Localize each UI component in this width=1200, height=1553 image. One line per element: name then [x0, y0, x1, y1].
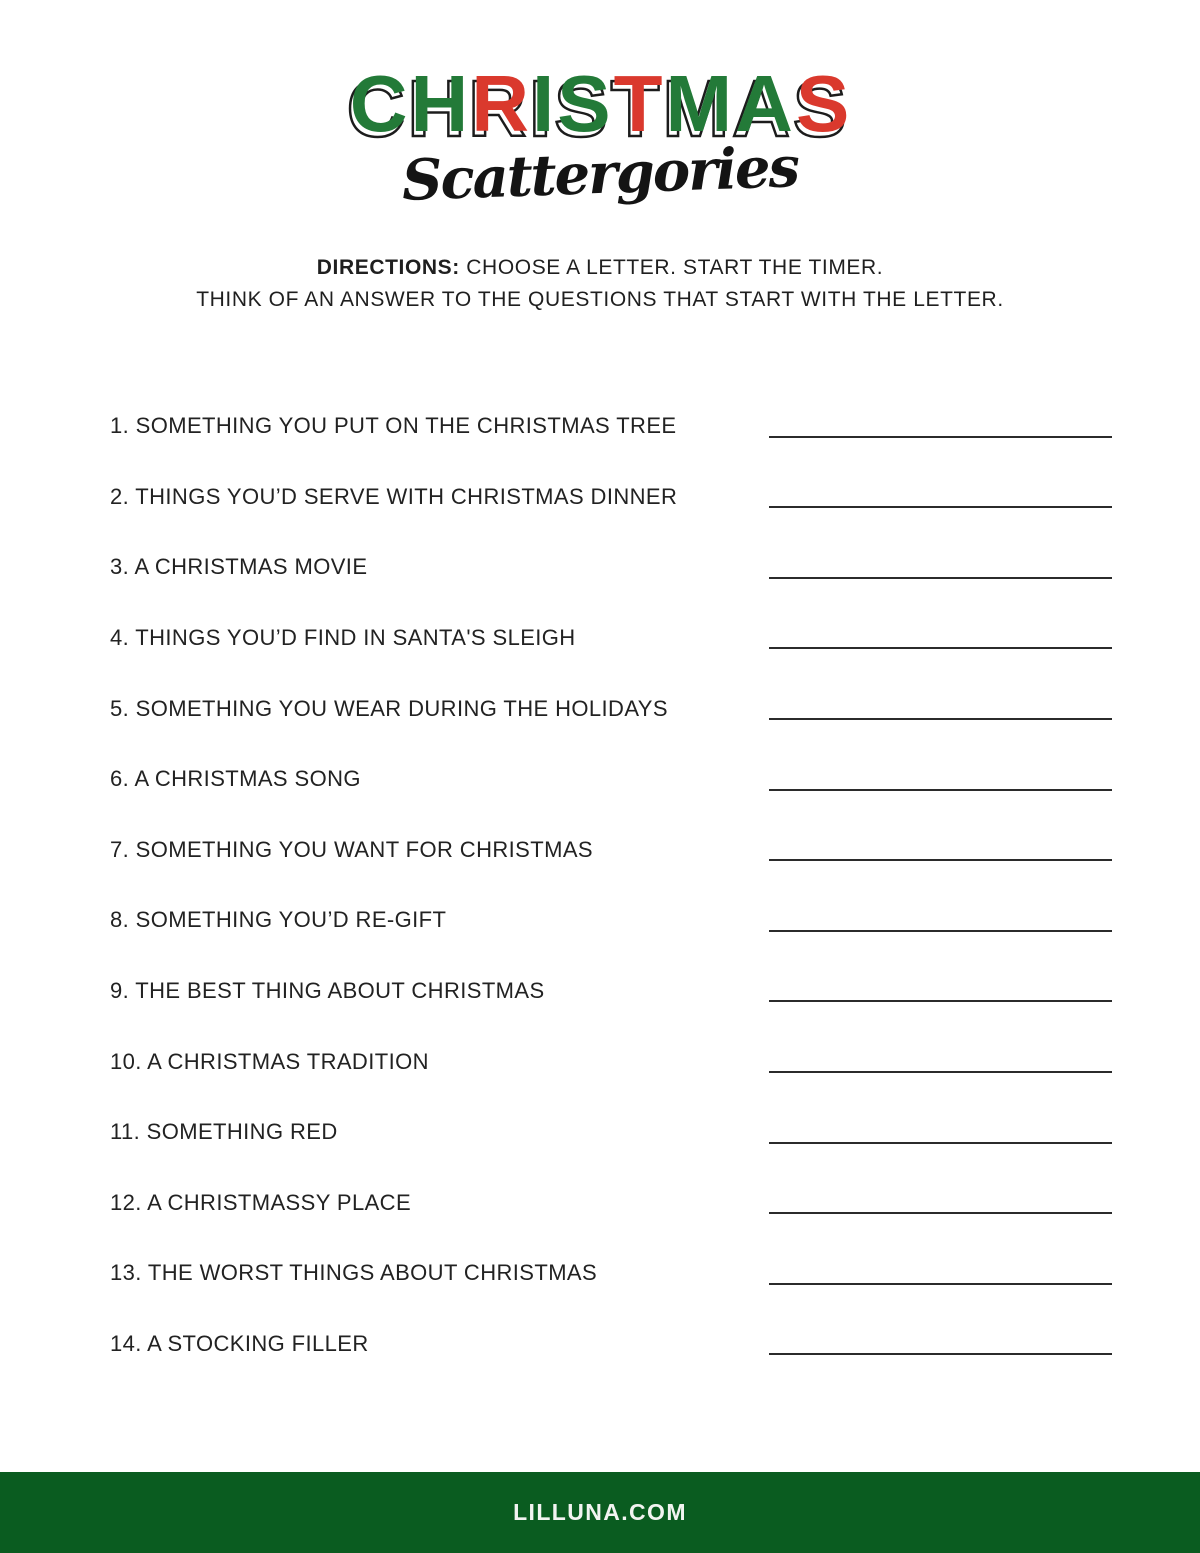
- question-text: 12. A CHRISTMASSY PLACE: [110, 1189, 412, 1215]
- directions-line1: [0, 252, 1200, 285]
- question-text: 8. SOMETHING YOU’D RE-GIFT: [110, 907, 447, 933]
- question-row: [110, 1074, 1112, 1145]
- question-text: 13. THE WORST THINGS ABOUT CHRISTMAS: [110, 1260, 598, 1286]
- question-row: [110, 1003, 1112, 1074]
- answer-line: [769, 577, 1112, 579]
- question-text: 6. A CHRISTMAS SONG: [110, 766, 361, 792]
- directions-line1-text: CHOOSE A LETTER. START THE TIMER.: [466, 255, 884, 279]
- title-letter-r: R R: [471, 64, 530, 144]
- question-row: [110, 721, 1112, 792]
- answer-line: [769, 1212, 1112, 1214]
- question-row: [110, 368, 1112, 439]
- header: [0, 0, 1200, 214]
- directions: [0, 252, 1200, 317]
- footer-site: LILLUNA.COM: [513, 1499, 687, 1525]
- question-row: [110, 1286, 1112, 1357]
- answer-line: [769, 1353, 1112, 1355]
- question-text: 3. A CHRISTMAS MOVIE: [110, 554, 368, 580]
- title-letter-a: A A: [735, 64, 794, 144]
- title-letter-c: C C: [350, 64, 409, 144]
- question-text: 5. SOMETHING YOU WEAR DURING THE HOLIDAYS: [110, 695, 668, 721]
- answer-line: [769, 859, 1112, 861]
- title-letter-t: T T: [614, 64, 664, 144]
- title-letter-s: S S: [557, 64, 611, 144]
- title-letter-m: M M: [666, 64, 734, 144]
- question-text: 11. SOMETHING RED: [110, 1119, 338, 1145]
- question-row: [110, 580, 1112, 651]
- question-row: [110, 1145, 1112, 1216]
- question-row: [110, 439, 1112, 510]
- question-text: 7. SOMETHING YOU WANT FOR CHRISTMAS: [110, 836, 593, 862]
- question-row: [110, 509, 1112, 580]
- answer-line: [769, 718, 1112, 720]
- answer-line: [769, 1142, 1112, 1144]
- footer-bar: [0, 1472, 1200, 1553]
- question-text: 10. A CHRISTMAS TRADITION: [110, 1048, 429, 1074]
- questions-list: [110, 368, 1112, 1356]
- question-text: 4. THINGS YOU’D FIND IN SANTA'S SLEIGH: [110, 625, 576, 651]
- answer-line: [769, 1000, 1112, 1002]
- question-row: [110, 862, 1112, 933]
- answer-line: [769, 789, 1112, 791]
- question-row: [110, 1215, 1112, 1286]
- question-text: 2. THINGS YOU’D SERVE WITH CHRISTMAS DINNER: [110, 483, 678, 509]
- answer-line: [769, 1283, 1112, 1285]
- question-text: 9. THE BEST THING ABOUT CHRISTMAS: [110, 978, 545, 1004]
- question-row: [110, 650, 1112, 721]
- directions-label: DIRECTIONS:: [316, 255, 460, 279]
- title-scattergories: Scattergories: [400, 134, 800, 214]
- answer-line: [769, 506, 1112, 508]
- answer-line: [769, 930, 1112, 932]
- directions-line2: THINK OF AN ANSWER TO THE QUESTIONS THAT START WITH THE LETTER.: [196, 288, 1004, 312]
- answer-line: [769, 647, 1112, 649]
- title-letter-s: S S: [796, 64, 850, 144]
- title-letter-h: H H: [410, 64, 469, 144]
- answer-line: [769, 1071, 1112, 1073]
- question-row: [110, 792, 1112, 863]
- question-text: 14. A STOCKING FILLER: [110, 1331, 369, 1357]
- answer-line: [769, 436, 1112, 438]
- question-row: [110, 933, 1112, 1004]
- question-text: 1. SOMETHING YOU PUT ON THE CHRISTMAS TREE: [110, 413, 677, 439]
- title-letter-i: I I: [532, 64, 555, 144]
